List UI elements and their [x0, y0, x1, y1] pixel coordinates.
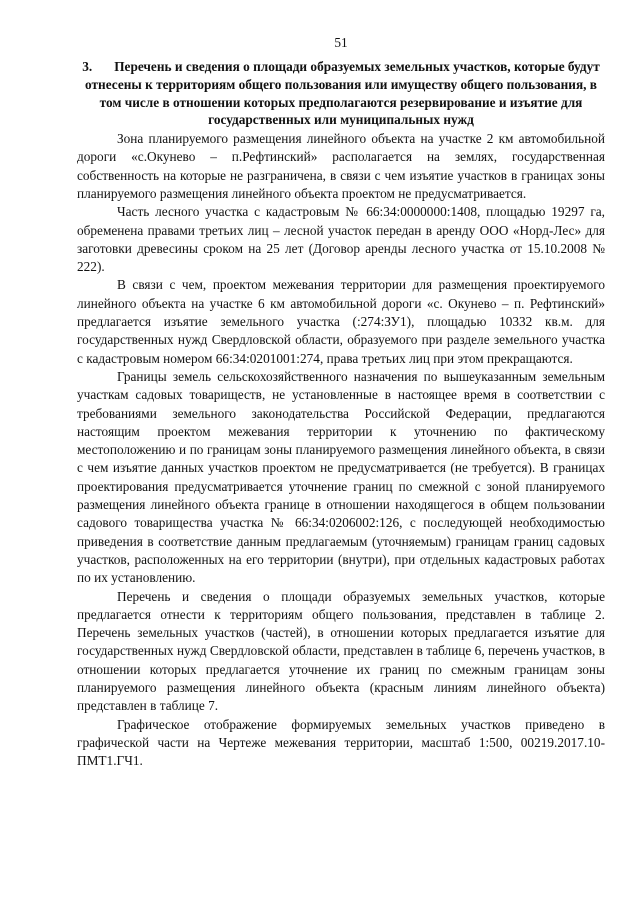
paragraph-1: Зона планируемого размещения линейного объекта на участке 2 км автомобильной дороги «с.Окунево – п.Рефтинский» располагается на землях, государственная собственность на которые не разграничена, в связи с чем изъятие участков в границах зоны планируемого размещения линейного объекта проектом не предусматривается.: [77, 131, 605, 201]
section-heading: [77, 58, 605, 129]
section-number: 3.: [82, 59, 93, 75]
paragraph-2: Часть лесного участка с кадастровым № 66:34:0000000:1408, площадью 19297 га, обременена правами третьих лиц – лесной участок передан в аренду ООО «Норд-Лес» для заготовки древесины сроком на 25 лет (Договор аренды лесного участка от 15.10.2008 № 222).: [77, 204, 605, 275]
paragraph-5: Перечень и сведения о площади образуемых земельных участков, которые предлагается отнести к территориям общего пользования, представлен в таблице 2. Перечень земельных участков (частей), в отношении которых предлагается изъятие для государственных нужд Свердловской области, представлен в таблице 6, перечень участков, в отношении которых предлагается уточнение их границ по смежным границам зоны планируемого размещения линейного объекта (красным линиям линейного объекта) представлен в таблице 7.: [77, 588, 605, 714]
page-number: 51: [334, 35, 348, 50]
paragraph-3: В связи с чем, проектом межевания территории для размещения проектируемого линейного объекта на участке 6 км автомобильной дороги «с. Окунево – п. Рефтинский» предлагается изъятие земельного участка (:274:ЗУ1), площадью 10332 кв.м. для государственных нужд Свердловской области, образуемого при разделе земельного участка с кадастровым номером 66:34:0201001:274, права третьих лиц при этом прекращаются.: [77, 277, 605, 366]
paragraph-6: Графическое отображение формируемых земельных участков приведено в графической части на Чертеже межевания территории, масштаб 1:500, 00219.2017.10-ПМТ1.ГЧ1.: [77, 716, 605, 769]
section-title: Перечень и сведения о площади образуемых земельных участков, которые будут отнесены к территориям общего пользования или имуществу общего пользования, в том числе в отношении которых предполагаются резервирование и изъятие для государственных или муниципальных нужд: [85, 59, 600, 128]
document-page: [77, 34, 605, 771]
paragraph-4: Границы земель сельскохозяйственного назначения по вышеуказанным земельным участкам садовых товариществ, не установленные в настоящее время в соответствии с требованиями земельного законодательства Российской Федерации, предлагаются настоящим проектом межевания территории к уточнению по фактическому местоположению и по границам зоны планируемого размещения линейного объекта, в связи с чем изъятие данных участков проектом не предусматривается (не требуется). В границах проектирования предусматривается уточнение границ по смежной с зоной планируемого размещения линейного объекта границе в отношении находящегося в общем пользовании садового товарищества участка № 66:34:0206002:126, с последующей необходимостью приведения в соответствие данным предлагаемым (уточняемым) границам границ садовых участков, расположенных на его территории (внутри), при отдельных кадастровых работах по их установлению.: [77, 368, 605, 586]
